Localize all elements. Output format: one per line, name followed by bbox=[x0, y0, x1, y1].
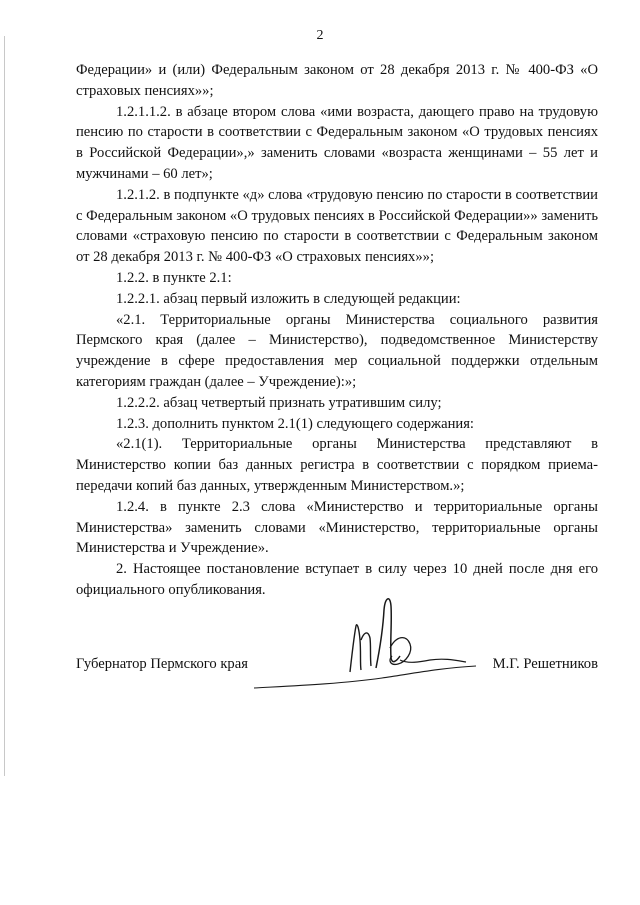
signature-block bbox=[76, 656, 598, 680]
paragraph: 2. Настоящее постановление вступает в силу через 10 дней после дня его официального опубликования. bbox=[76, 561, 598, 598]
paragraph: 1.2.1.2. в подпункте «д» слова «трудовую пенсию по старости в соответствии с Федеральным законом «О трудовых пенсиях в Российской Федерации»» заменить словами «страховую пенсию по старости в соответствии с Федеральным законом от 28 декабря 2013 г. № 400-ФЗ «О страховых пенсиях»»; bbox=[76, 186, 598, 266]
handwritten-signature bbox=[250, 588, 490, 698]
paragraph: 1.2.2. в пункте 2.1: bbox=[116, 269, 232, 286]
signatory-name: М.Г. Решетников bbox=[492, 656, 598, 672]
paragraph: «2.1. Территориальные органы Министерства социального развития Пермского края (далее – Министерство), подведомственное Министерству учреждение в сфере предоставления мер социальной поддержки отдельным категориям граждан (далее – Учреждение):»; bbox=[76, 311, 598, 390]
paragraph: 1.2.4. в пункте 2.3 слова «Министерство и территориальные органы Министерства» заменить словами «Министерство, территориальные органы Министерства и Учреждение». bbox=[76, 498, 598, 557]
paragraph: 1.2.1.1.2. в абзаце втором слова «ими возраста, дающего право на трудовую пенсию по старости в соответствии с Федеральным законом «О трудовых пенсиях в Российской Федерации»,» заменить словами «возраста женщинами – 55 лет и мужчинами – 60 лет»; bbox=[76, 103, 598, 182]
paragraph: «2.1(1). Территориальные органы Министерства представляют в Министерство копии баз данных регистра в соответствии с порядком приема-передачи копий баз данных, утвержденным Министерством.»; bbox=[76, 436, 598, 494]
paragraph: 1.2.2.2. абзац четвертый признать утратившим силу; bbox=[116, 394, 442, 411]
page-number: 2 bbox=[316, 28, 324, 43]
paragraph: Федерации» и (или) Федеральным законом от 28 декабря 2013 г. № 400-ФЗ «О страховых пенсиях»»; bbox=[76, 62, 598, 99]
document-body bbox=[76, 60, 598, 601]
scan-edge-line bbox=[4, 36, 5, 776]
signatory-title: Губернатор Пермского края bbox=[76, 656, 248, 672]
paragraph: 1.2.3. дополнить пунктом 2.1(1) следующего содержания: bbox=[116, 415, 474, 432]
paragraph: 1.2.2.1. абзац первый изложить в следующей редакции: bbox=[116, 290, 461, 307]
